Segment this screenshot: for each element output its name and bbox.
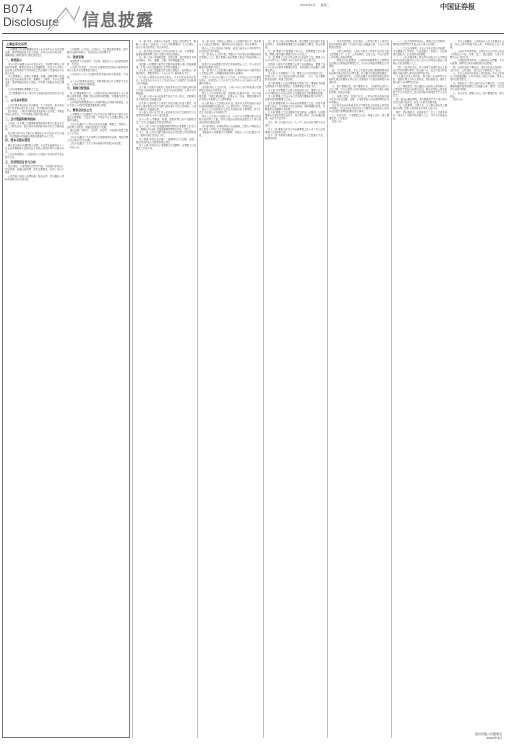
paragraph: 第八条 公司应当在最先发生的以下任一时点，及时履行重大事件的信息披露义务。 — [136, 95, 196, 102]
column-divider — [263, 40, 264, 738]
paragraph: 第六条 定期报告包括年度报告、半年度报告和季度报告。年度报告应当在每个会计年度结束之日起四个月内编制完成并披露。 — [136, 75, 196, 85]
paragraph: 附件：授权委托书。兹委托先生（女士）代表本单位（或本人）出席召开的股东大会，并代为行使表决权。 — [393, 110, 447, 120]
paragraph: 会计师事务所为本公司出具了标准无保留意见的审计报告。 — [5, 91, 64, 98]
paragraph: 一、本次交易概述。公司拟以自有资金开展本次交易，本次交易不构成关联交易，不构成重大资产重组。 — [450, 40, 504, 49]
paragraph: 第十一条 会议表决实行一人一票，以记名和书面等方式进行。 — [265, 120, 325, 127]
paragraph: 股东大会应当设置会场，以现场会议形式召开，并应当按照法律、行政法规的规定，采用安全、经济、便捷的网络方式为股东参加股东大会提供便利。 — [199, 92, 261, 102]
paragraph: 第七条 召开董事会定期会议和临时会议，董事会办公室应当分别提前十日和五日将会议通知送达全体董事和监事。 — [265, 88, 325, 95]
paragraph: 股东大会是公司的权力机构，依法行使决定公司的经营方针和投资计划等职权。 — [199, 46, 261, 53]
paragraph: 第七条 公司发生可能对公司证券及其衍生品种交易价格产生较大影响的重大事件，投资者尚未得知时，公司应当立即披露。 — [136, 85, 196, 95]
paragraph: 二、交易对方基本情况。交易对方与公司及公司前十名股东在产权、业务、资产、债权债务、人员等方面不存在关联关系。 — [450, 49, 504, 59]
paragraph: （一）会议召开时间及地点。现场会议召开时间、网络投票时间及召开地点以公司公告为准。 — [393, 40, 447, 46]
header-rule — [2, 33, 504, 34]
paragraph: 公司对会计政策、会计估计变更原因及影响的分析说明详见年度报告全文财务报告部分。 — [67, 66, 128, 73]
paragraph: 第十二条 董事会秘书应当安排董事会办公室工作人员对董事会会议做好记录。 — [265, 127, 325, 134]
paragraph: 三、交易标的基本情况。交易标的产权清晰，不存在抵押、质押及其他任何限制转让的情况。 — [450, 59, 504, 66]
paragraph: 第八条 董事会会议应当有过半数的董事出席方可举行。监事可以列席董事会会议。 — [265, 95, 325, 102]
paragraph: 第五章 股东大会的表决和决议。股东以其所代表的有表决权的股份数额行使表决权，每一股份享有一票表决权。 — [199, 101, 261, 108]
paragraph: 经会计师事务所审计，公司报告期内实现归属于上市公司股东的净利润，董事会拟定利润分配预案，本预案尚需提交公司股东大会审议。 — [67, 91, 128, 101]
text-column-1 — [5, 48, 64, 736]
paragraph: 第四条 公司董事会秘书负责组织和协调公司信息披露事务，汇集公司应予披露的信息并报告董事会。 — [136, 62, 196, 69]
paragraph: 会议审议通过了关于公司内部控制评价报告的议案。 — [70, 142, 123, 146]
paragraph: 第一条 为完善公司治理结构，规范董事会的议事方式和决策程序，促使董事和董事会有效地履行其职责，制定本规则。 — [265, 40, 325, 49]
section-heading: 一、重要提示 — [5, 57, 22, 62]
paragraph: 股东大会决议应当及时公告，公告中应当列明出席会议的股东和代理人人数、所持有表决权的股份总数及占公司有表决权股份总数的比例。 — [199, 114, 261, 124]
paragraph: 第三章 股东大会的提案与通知。提案的内容应当属于股东大会职权范围，有明确议题和具体决议事项。 — [199, 69, 261, 76]
paragraph: 第十三条 公司应当建立健全内幕信息知情人登记管理制度，做好内幕信息保密工作。 — [136, 131, 196, 138]
paragraph: 一、对外担保情况。报告期内，公司及控股子公司对外担保均按规定履行了审议程序和信息披露义务，不存在违规担保的情形。 — [329, 40, 389, 49]
paragraph: 个人股东持本人身份证、股东账户卡办理登记手续；委托代理人持本人身份证、授权委托书、委托人股东账户卡办理登记手续。 — [393, 75, 447, 85]
section-heading: 三、会计数据和财务指标 — [5, 116, 36, 121]
paragraph: 年度报告的内容和格式符合中国证监会和证券交易所的各项规定，所包含的信息能从各个方面真实地反映出公司当年度的经营管理和财务状况等事项。 — [329, 104, 389, 114]
section-heading: 七、利润分配预案 — [67, 86, 90, 91]
section-heading: 四、股本及股东情况 — [5, 138, 31, 143]
paragraph: 股东大会审议影响中小投资者利益的重大事项时，对中小投资者的表决应当单独计票。 — [199, 108, 261, 115]
paragraph: 七、备查文件。董事会决议；独立董事意见；相关协议。 — [450, 91, 504, 98]
text-column-5 — [265, 40, 325, 740]
paragraph: （六）其他事项。会期半天，与会股东食宿及交通费用自理。联系人及联系方式详见公司公告。 — [393, 104, 447, 111]
issue-date: 2020年4月 — [300, 3, 316, 7]
paragraph: 报告期内，公司围绕年度经营目标，坚持稳中求进的工作总基调，加强内部管理，优化资源配置，各项工作有序推进。 — [5, 165, 64, 175]
paragraph: 第六章 附则。本规则所称公告或通知，是指在中国证监会指定报刊上刊登有关信息披露内容。 — [199, 124, 261, 131]
section-title: 信息披露 — [82, 11, 154, 31]
text-column-7 — [393, 40, 447, 740]
section-heading: 二、公司基本情况 — [5, 98, 28, 103]
paragraph: 同一表决权通过现场、本所网络投票平台或其他方式重复进行表决的，以第一次投票结果为准。 — [393, 97, 447, 104]
paragraph: 公司近三年主要会计数据和财务指标详见年度报告全文第二节相关内容。报告期内各项指标均按企业会计准则编制。 — [5, 122, 64, 132]
section-heading: 五、经营情况讨论与分析 — [5, 159, 36, 164]
paragraph: 第一章 总则。为规范公司股东大会的组织和行为，保证股东大会依法行使职权，维护股东的合法权益，制定本规则。 — [199, 40, 261, 46]
paragraph: 本规则由公司董事会负责解释，经股东大会审议通过后生效。 — [199, 131, 261, 138]
text-column-8 — [450, 40, 504, 740]
text-column-2 — [67, 48, 128, 736]
paragraph: 公司按照《公司法》《证券法》等法律法规的要求，建立健全内部控制制度，持续提升公司治理水平。 — [67, 48, 128, 54]
paragraph: 公司对重大会计差错更正原因及影响的分析说明：不适用。 — [67, 73, 128, 80]
paragraph: 表决结果：同意票，反对票，弃权票。本议案尚需提交股东大会审议。 — [67, 129, 128, 136]
newspaper-masthead: 中国证券报 — [440, 2, 475, 11]
paragraph: 第三条 公司应当按照法律、行政法规、部门规章及本制度的规定，真实、准确、完整、及时地披露信息。 — [136, 56, 196, 63]
paragraph: 第五条 有下列情形之一的，董事会应当召开临时会议：代表十分之一以上表决权的股东提议时；三分之一以上董事联名提议时；监事会提议时。 — [265, 72, 325, 82]
paragraph: 公司与控股股东、实际控制人之间的产权及控制关系未发生变化。 — [5, 153, 64, 160]
paragraph: 六、风险提示。本次交易尚存在不确定性，公司将根据进展情况及时履行信息披露义务，敬请广大投资者注意投资风险。 — [450, 81, 504, 91]
paragraph: 公司主要业务包括产品的研发、生产和销售，报告期内公司主营业务未发生重大变化，经营模式保持稳定。 — [5, 103, 64, 110]
paragraph: 特此公告。 — [332, 120, 344, 124]
column-divider — [391, 40, 392, 738]
paragraph: 第二条 本制度适用于公司及其控股子公司。公司董事、监事和高级管理人员应当遵守本制度的规定。 — [136, 49, 196, 56]
issue-weekday: 星期二 — [320, 3, 330, 7]
paragraph: 召集人应当在年度股东大会召开二十日前以公告方式通知各股东，临时股东大会应当于会议召开十五日前以公告方式通知各股东。 — [199, 75, 261, 85]
paragraph: 监事会有权向董事会提议召开临时股东大会，并应当以书面形式向董事会提出。 — [199, 62, 261, 69]
paragraph: 三、募集资金使用情况。公司严格按照募集资金管理办法的规定存放和使用募集资金，不存在违规使用募集资金的情形。 — [329, 59, 389, 69]
paragraph: 四、会计政策变更。本次会计政策变更是根据财政部发布的相关规定进行的合理变更，符合相关法律法规的要求。 — [329, 68, 389, 75]
paragraph: 本公司董事会、监事会及董事、监事、高级管理人员保证年度报告内容的真实性、准确性、完整性，不存在虚假记载、误导性陈述或重大遗漏，并承担个别和连带的法律责任。 — [5, 75, 64, 88]
paragraph: 第九条 公司控股子公司发生本制度规定的重大事件，可能对公司证券及其衍生品种交易价格产生较大影响的，公司应当履行信息披露义务。 — [136, 101, 196, 111]
paragraph: 截止报告期末普通股股东总数、年度报告披露日前上一月末的普通股股东总数及前十名股东情况详见年度报告全文。 — [5, 143, 64, 153]
paragraph: 七、监事会意见。监事会认为，公司年度报告的编制和审议程序符合法律、法规、公司章程和公司内部管理制度的各项规定。 — [329, 94, 389, 104]
paragraph: 第四条 在发出召开董事会定期会议的通知前，董事会办公室应当充分征求各董事的意见，初步形成会议提案后交董事长拟定。 — [265, 62, 325, 72]
paragraph: 第十五条 本制度由公司董事会负责解释，自董事会审议通过之日起生效。 — [136, 144, 196, 151]
paragraph: 六、独立董事意见。独立董事认为，上述事项决策程序合法合规，不存在损害公司及全体股东特别是中小股东利益的情形，同意该议案。 — [329, 84, 389, 94]
paragraph: 五、内部控制评价。公司已按照企业内部控制规范体系和相关规定的要求在所有重大方面保持了有效的财务报告内部控制。 — [329, 75, 389, 85]
paragraph: 公司董事会会议通知于会议召开前以书面及电子邮件方式送达全体董事，会议的召集、召开符合有关法律法规及公司章程的规定。 — [67, 113, 128, 123]
paragraph: 第五条 公司信息披露文件包括定期报告、临时报告、招股说明书、募集说明书、上市公告书、收购报告书等。 — [136, 69, 196, 76]
paragraph: 公司利润分配预案符合公司章程规定的利润分配政策，充分考虑了公司经营发展需要和股东回报。 — [67, 101, 128, 108]
paragraph: 五、本次交易的目的和对公司的影响。本次交易符合公司发展战略，有利于优化公司资产结构，提升公司持续经营能力。 — [450, 72, 504, 82]
announcement-box-title: 上海证券交易所 — [6, 42, 28, 46]
paragraph: 特此公告。 — [453, 98, 465, 102]
section-heading: 八、董事会决议公告 — [67, 107, 93, 112]
column-divider — [327, 40, 328, 738]
paragraph: 第十四条 本制度未尽事宜，按照国家有关法律、法规、规范性文件和公司章程的规定执行。 — [136, 137, 196, 144]
paragraph: （三）会议出席对象。股权登记日收市后在中国证券登记结算有限责任公司上海分公司登记在册的公司股东有权出席股东大会。 — [393, 56, 447, 66]
paragraph: 八、备查文件。公司董事会决议；监事会决议；独立董事意见；审计报告。 — [329, 113, 389, 120]
paragraph: 与上年度财务报告相比，对财务报表合并范围发生变化的，公司应当作出具体说明。 — [67, 79, 128, 86]
paragraph: 第十二条 公司信息披露事务管理制度由董事会负责实施，董事长为实施信息披露事务管理制度的第一责任人。 — [136, 124, 196, 131]
section-logo-mark — [46, 4, 80, 32]
section-heading: 六、重要事项 — [67, 54, 84, 59]
paragraph: 公司董事会及全体董事保证本公告内容不存在任何虚假记载、误导性陈述或者重大遗漏，并对其内容的真实性、准确性和完整性承担个别及连带责任。 — [5, 48, 64, 57]
signoff — [440, 732, 502, 740]
text-column-6 — [329, 40, 389, 740]
paragraph: 导致暂停上市的原因：不适用。面临终止上市的情况和原因：不适用。 — [67, 59, 128, 66]
paragraph: 第九条 董事原则上应当亲自出席董事会会议。因故不能出席会议的，应当事先审阅会议材料，形成明确的意见，书面委托其他董事代为出席。 — [265, 101, 325, 111]
page-header — [0, 0, 506, 36]
paragraph: 会议审议通过了关于续聘会计师事务所的议案，同意续聘其为公司年度审计机构。 — [67, 135, 128, 142]
paragraph: 公司全体董事出席董事会会议。 — [8, 88, 41, 92]
paragraph: 第六条 董事会会议由董事长召集和主持；董事长不能履行职务或者不履行职务的，由副董事长召集和主持。 — [265, 81, 325, 88]
paragraph: （二）会议审议事项。审议公司年度报告及摘要；审议董事会工作报告；审议监事会工作报告；审议财务决算报告；审议利润分配预案。 — [393, 46, 447, 56]
paragraph: 第十三条 本规则由董事会制订报股东大会批准后生效，修改时亦同。 — [265, 134, 325, 141]
paragraph: 二、关联交易情况。公司与关联方之间发生的日常关联交易遵循公平、公正、公开的原则，定价公允，不存在损害公司及股东利益的情形。 — [329, 49, 389, 59]
paragraph: 第十一条 公司董事、监事、高级管理人员应当勤勉尽责，关注信息披露文件的编制情况。 — [136, 117, 196, 124]
paragraph: 第一条 为进一步规范公司运作，提高公司治理水平，根据《公司法》《证券法》《上市公司治理准则》等有关规定，结合公司实际情况，制定本制度。 — [136, 40, 196, 49]
paragraph: 第二章 股东大会的召集。董事会应当在规定的期限内按时召集股东大会。独立董事有权向董事会提议召开临时股东大会。 — [199, 53, 261, 63]
paragraph: 第四章 股东大会的召开。公司应当在公司住所地或公司章程规定的地点召开股东大会。 — [199, 85, 261, 92]
issue-meta — [300, 3, 334, 7]
paragraph: 报告期分季度的主要会计数据已在年度报告全文中披露，季度数据与已披露定期报告数据不存在差异。 — [5, 131, 64, 138]
page-number: B074 — [3, 2, 34, 16]
paragraph: 报告期内，公司持续推进技术创新和产品升级，不断提升核心竞争力，主营业务收入保持稳定增长。 — [5, 110, 64, 117]
paragraph: （四）会议登记方法。符合出席会议条件的法人股东持营业执照复印件、股东账户卡、法定代表人授权委托书和出席人身份证办理登记手续。 — [393, 65, 447, 75]
paragraph: 会议审议通过了公司年度报告及摘要、董事会工作报告、总经理工作报告、财务决算报告等议案。 — [67, 122, 128, 129]
text-column-4 — [199, 40, 261, 740]
paragraph: 第三条 董事会会议分为定期会议和临时会议。董事会每年应当至少在上下两个半年度各召开一次定期会议。 — [265, 56, 325, 63]
column-divider — [132, 40, 133, 738]
paragraph: 第十条 董事会会议以现场召开为原则。必要时，在保障董事充分表达意见的前提下，经召集人同意，也可以通过视频、电话等方式召开。 — [265, 111, 325, 121]
text-column-3 — [136, 40, 196, 740]
signoff-date: 2020年4月 — [486, 736, 502, 740]
paragraph: 公司不断完善法人治理结构，规范运作，切实维护公司和全体股东的合法权益。 — [5, 174, 64, 181]
column-divider — [197, 40, 198, 738]
paragraph: 第二条 董事会下设董事会办公室，处理董事会日常事务。董事会秘书兼任董事会办公室负责人。 — [265, 49, 325, 56]
paragraph: 特此公告。 — [70, 146, 82, 150]
paragraph: 本年度报告摘要来自年度报告全文，为全面了解本公司的经营成果、财务状况及未来发展规划，投资者应当到上海证券交易所网站等中国证监会指定媒体上仔细阅读年度报告全文。 — [5, 62, 64, 75]
paragraph: （五）网络投票。股东通过上海证券交易所股东大会网络投票系统行使表决权的，既可以登陆交易系统投票平台进行投票，也可以登陆互联网投票平台进行投票。 — [393, 84, 447, 97]
signoff-company: 股份有限公司董事会 — [474, 732, 502, 736]
section-name-en: Disclosure — [3, 15, 60, 29]
paragraph: 第十条 公司应当关注本公司证券及其衍生品种的异常交易情况及媒体关于本公司的报道。 — [136, 111, 196, 118]
paragraph: 四、交易协议的主要内容。协议各方就交易价格、支付方式、交付安排、违约责任等事项进行了约定。 — [450, 65, 504, 72]
